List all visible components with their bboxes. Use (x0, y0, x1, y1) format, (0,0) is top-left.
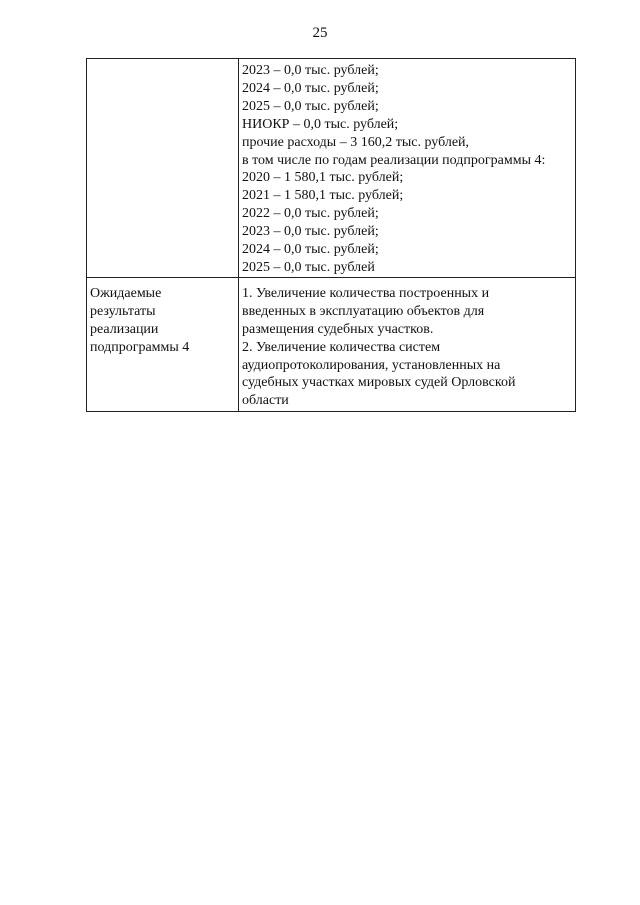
page-number: 25 (312, 25, 328, 41)
financing-line: 2020 – 1 580,1 тыс. рублей; (242, 170, 404, 186)
financing-value-cell (239, 59, 576, 278)
table-row-expected-results (87, 277, 576, 411)
results-label-cell (87, 277, 239, 411)
financing-line: 2024 – 0,0 тыс. рублей; (242, 242, 379, 258)
financing-line: 2025 – 0,0 тыс. рублей; (242, 98, 379, 114)
financing-line: 2025 – 0,0 тыс. рублей (242, 259, 375, 275)
financing-line: 2021 – 1 580,1 тыс. рублей; (242, 188, 404, 204)
financing-line: НИОКР – 0,0 тыс. рублей; (242, 116, 399, 132)
results-label-line: результаты (90, 303, 156, 319)
results-label-line: подпрограммы 4 (90, 339, 190, 355)
financing-line: прочие расходы – 3 160,2 тыс. рублей, (242, 134, 470, 150)
financing-line: 2023 – 0,0 тыс. рублей; (242, 63, 379, 78)
results-line: области (242, 393, 289, 409)
results-value-cell (239, 277, 576, 411)
financing-label-cell (87, 59, 239, 278)
subprogram-passport-table (86, 58, 576, 412)
results-line: аудиопротоколирования, установленных на (242, 357, 501, 373)
results-line: судебных участках мировых судей Орловской (242, 375, 516, 391)
results-line: 2. Увеличение количества систем (242, 339, 441, 355)
results-line: введенных в эксплуатацию объектов для (242, 303, 485, 319)
financing-line: 2024 – 0,0 тыс. рублей; (242, 80, 379, 96)
results-label-line: реализации (90, 321, 159, 337)
results-label-line: Ожидаемые (90, 285, 162, 301)
financing-line: 2023 – 0,0 тыс. рублей; (242, 224, 379, 240)
results-line: 1. Увеличение количества построенных и (242, 285, 490, 301)
table-row-financing (87, 59, 576, 278)
financing-line: в том числе по годам реализации подпрограммы 4: (242, 152, 546, 168)
results-line: размещения судебных участков. (242, 321, 434, 337)
financing-line: 2022 – 0,0 тыс. рублей; (242, 206, 379, 222)
